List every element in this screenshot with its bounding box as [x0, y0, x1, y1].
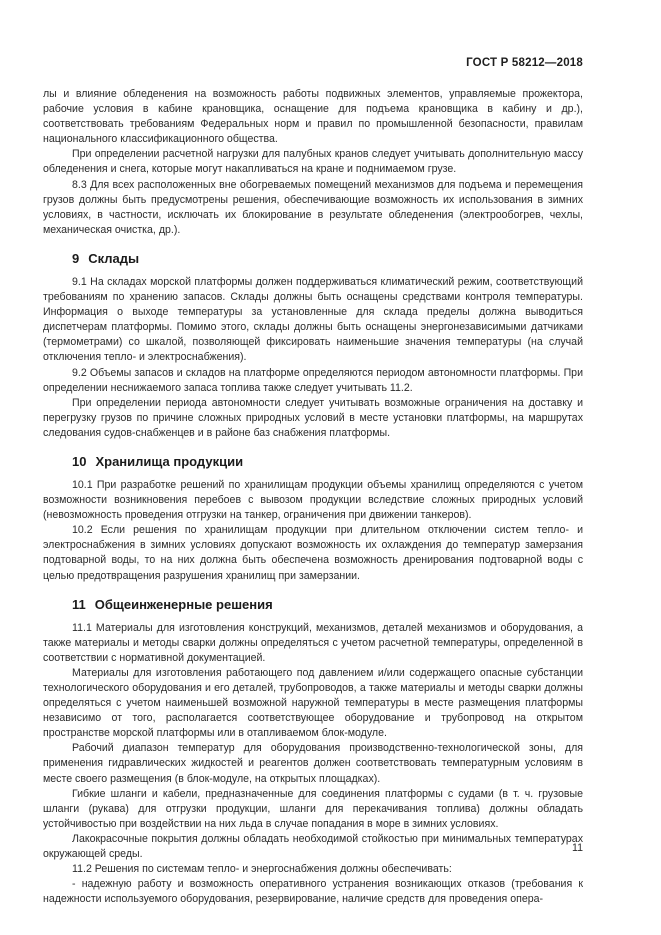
page-number: 11 [572, 842, 583, 854]
paragraph: 11.1 Материалы для изготовления конструкций, механизмов, деталей механизмов и оборудования, а также материалы и методы сварки должны определяться с учетом расчетной температуры, определенной в соответствии с нормативной документацией. [43, 621, 583, 664]
section-number: 11 [72, 596, 86, 612]
paragraph: Гибкие шланги и кабели, предназначенные для соединения платформы с судами (в т. ч. грузовые шланги (рукава) для отгрузки продукции, шланги для перекачивания топлива) должны обладать устойчивостью при воздействии на них льда в случае попадания в море в зимних условиях. [43, 787, 583, 830]
paragraph: 11.2 Решения по системам тепло- и энергоснабжения должны обеспечивать: [72, 863, 452, 876]
section-number: 10 [72, 453, 87, 469]
paragraph: 9.1 На складах морской платформы должен поддерживаться климатический режим, соответствующий требованиям по хранению запасов. Склады должны быть оснащены средствами контроля температуры. Информация о выходе температуры за установленные для склада пределы должна выводиться диспетчерам платформы. Помимо этого, склады должны быть оснащены энергонезависимыми датчиками (термометрами) со шкалой, позволяющей фиксировать наименьшие значения температуры (на случай отключения тепло- и электроснабжения). [43, 275, 583, 364]
paragraph: Рабочий диапазон температур для оборудования производственно-технологической зоны, для применения гидравлических жидкостей и реагентов должен соответствовать температурным условиям в месте своего размещения (в блок-модуле, на открытых площадках). [43, 742, 583, 785]
paragraph: лы и влияние обледенения на возможность работы подвижных элементов, управляемые прожектора, рабочие условия в кабине крановщика, оснащение для подъема крановщика в кабину и др.), соответствовать требованиям Федеральных норм и правил по промышленной безопасности, правилам национального классификационного общества. [43, 88, 583, 146]
section-heading [72, 596, 583, 613]
paragraph: 8.3 Для всех расположенных вне обогреваемых помещений механизмов для подъема и перемещения грузов должны быть предусмотрены решения, обеспечивающие возможность их использования в зимних условиях, в частности, исключать их блокирование в результате обледенения (электрообогрев, чехлы, механическая очистка, др.). [43, 178, 583, 236]
section-heading [72, 250, 583, 267]
paragraph: Материалы для изготовления работающего под давлением и/или содержащего опасные субстанции технологического оборудования и его деталей, трубопроводов, а также материалы и методы сварки должны определяться с учетом наименьшей возможной наружной температуры в месте размещения платформы независимо от того, располагается соответствующее оборудование и трубопровод на открытом пространстве морской платформы или в отапливаемом блок-модуле. [43, 666, 583, 740]
section-title: Склады [88, 250, 140, 266]
paragraph: 10.1 При разработке решений по хранилищам продукции объемы хранилищ определяются с учетом возможности возникновения перебоев с вывозом продукции вследствие сложных природных условий (невозможность проведения отгрузки на танкер, ограничения при движении танкеров). [43, 478, 583, 522]
section-heading [72, 453, 583, 470]
paragraph: При определении расчетной нагрузки для палубных кранов следует учитывать дополнительную массу обледенения и снега, которые могут накапливаться на кране и поднимаемом грузе. [43, 148, 583, 176]
section-title: Общеинженерные решения [94, 596, 273, 612]
document-body [43, 87, 583, 907]
section-number: 9 [72, 250, 80, 266]
section-title: Хранилища продукции [95, 453, 244, 469]
paragraph: 9.2 Объемы запасов и складов на платформе определяются периодом автономности платформы. При определении неснижаемого запаса топлива также следует учитывать 11.2. [43, 366, 583, 394]
paragraph: 10.2 Если решения по хранилищам продукции при длительном отключении систем тепло- и электроснабжения в зимних условиях допускают возможность их охлаждения до температур замерзания подтоварной воды, то на них должна быть обеспечена возможность дренирования подтоварной воды с целью предотвращения разрушения хранилищ при замерзании. [43, 524, 583, 582]
running-header-standard-code: ГОСТ Р 58212—2018 [466, 57, 583, 69]
paragraph: При определении периода автономности следует учитывать возможные ограничения на доставку и перегрузку грузов по причине сложных природных условий в месте установки платформы, на маршрутах следования судов-снабженцев и в районе баз снабжения платформы. [43, 396, 583, 439]
paragraph: - надежную работу и возможность оперативного устранения возникающих отказов (требования к надежности используемого оборудования, резервирование, наличие средств для проведения опера- [43, 878, 583, 906]
paragraph: Лакокрасочные покрытия должны обладать необходимой стойкостью при минимальных температурах окружающей среды. [43, 832, 583, 861]
